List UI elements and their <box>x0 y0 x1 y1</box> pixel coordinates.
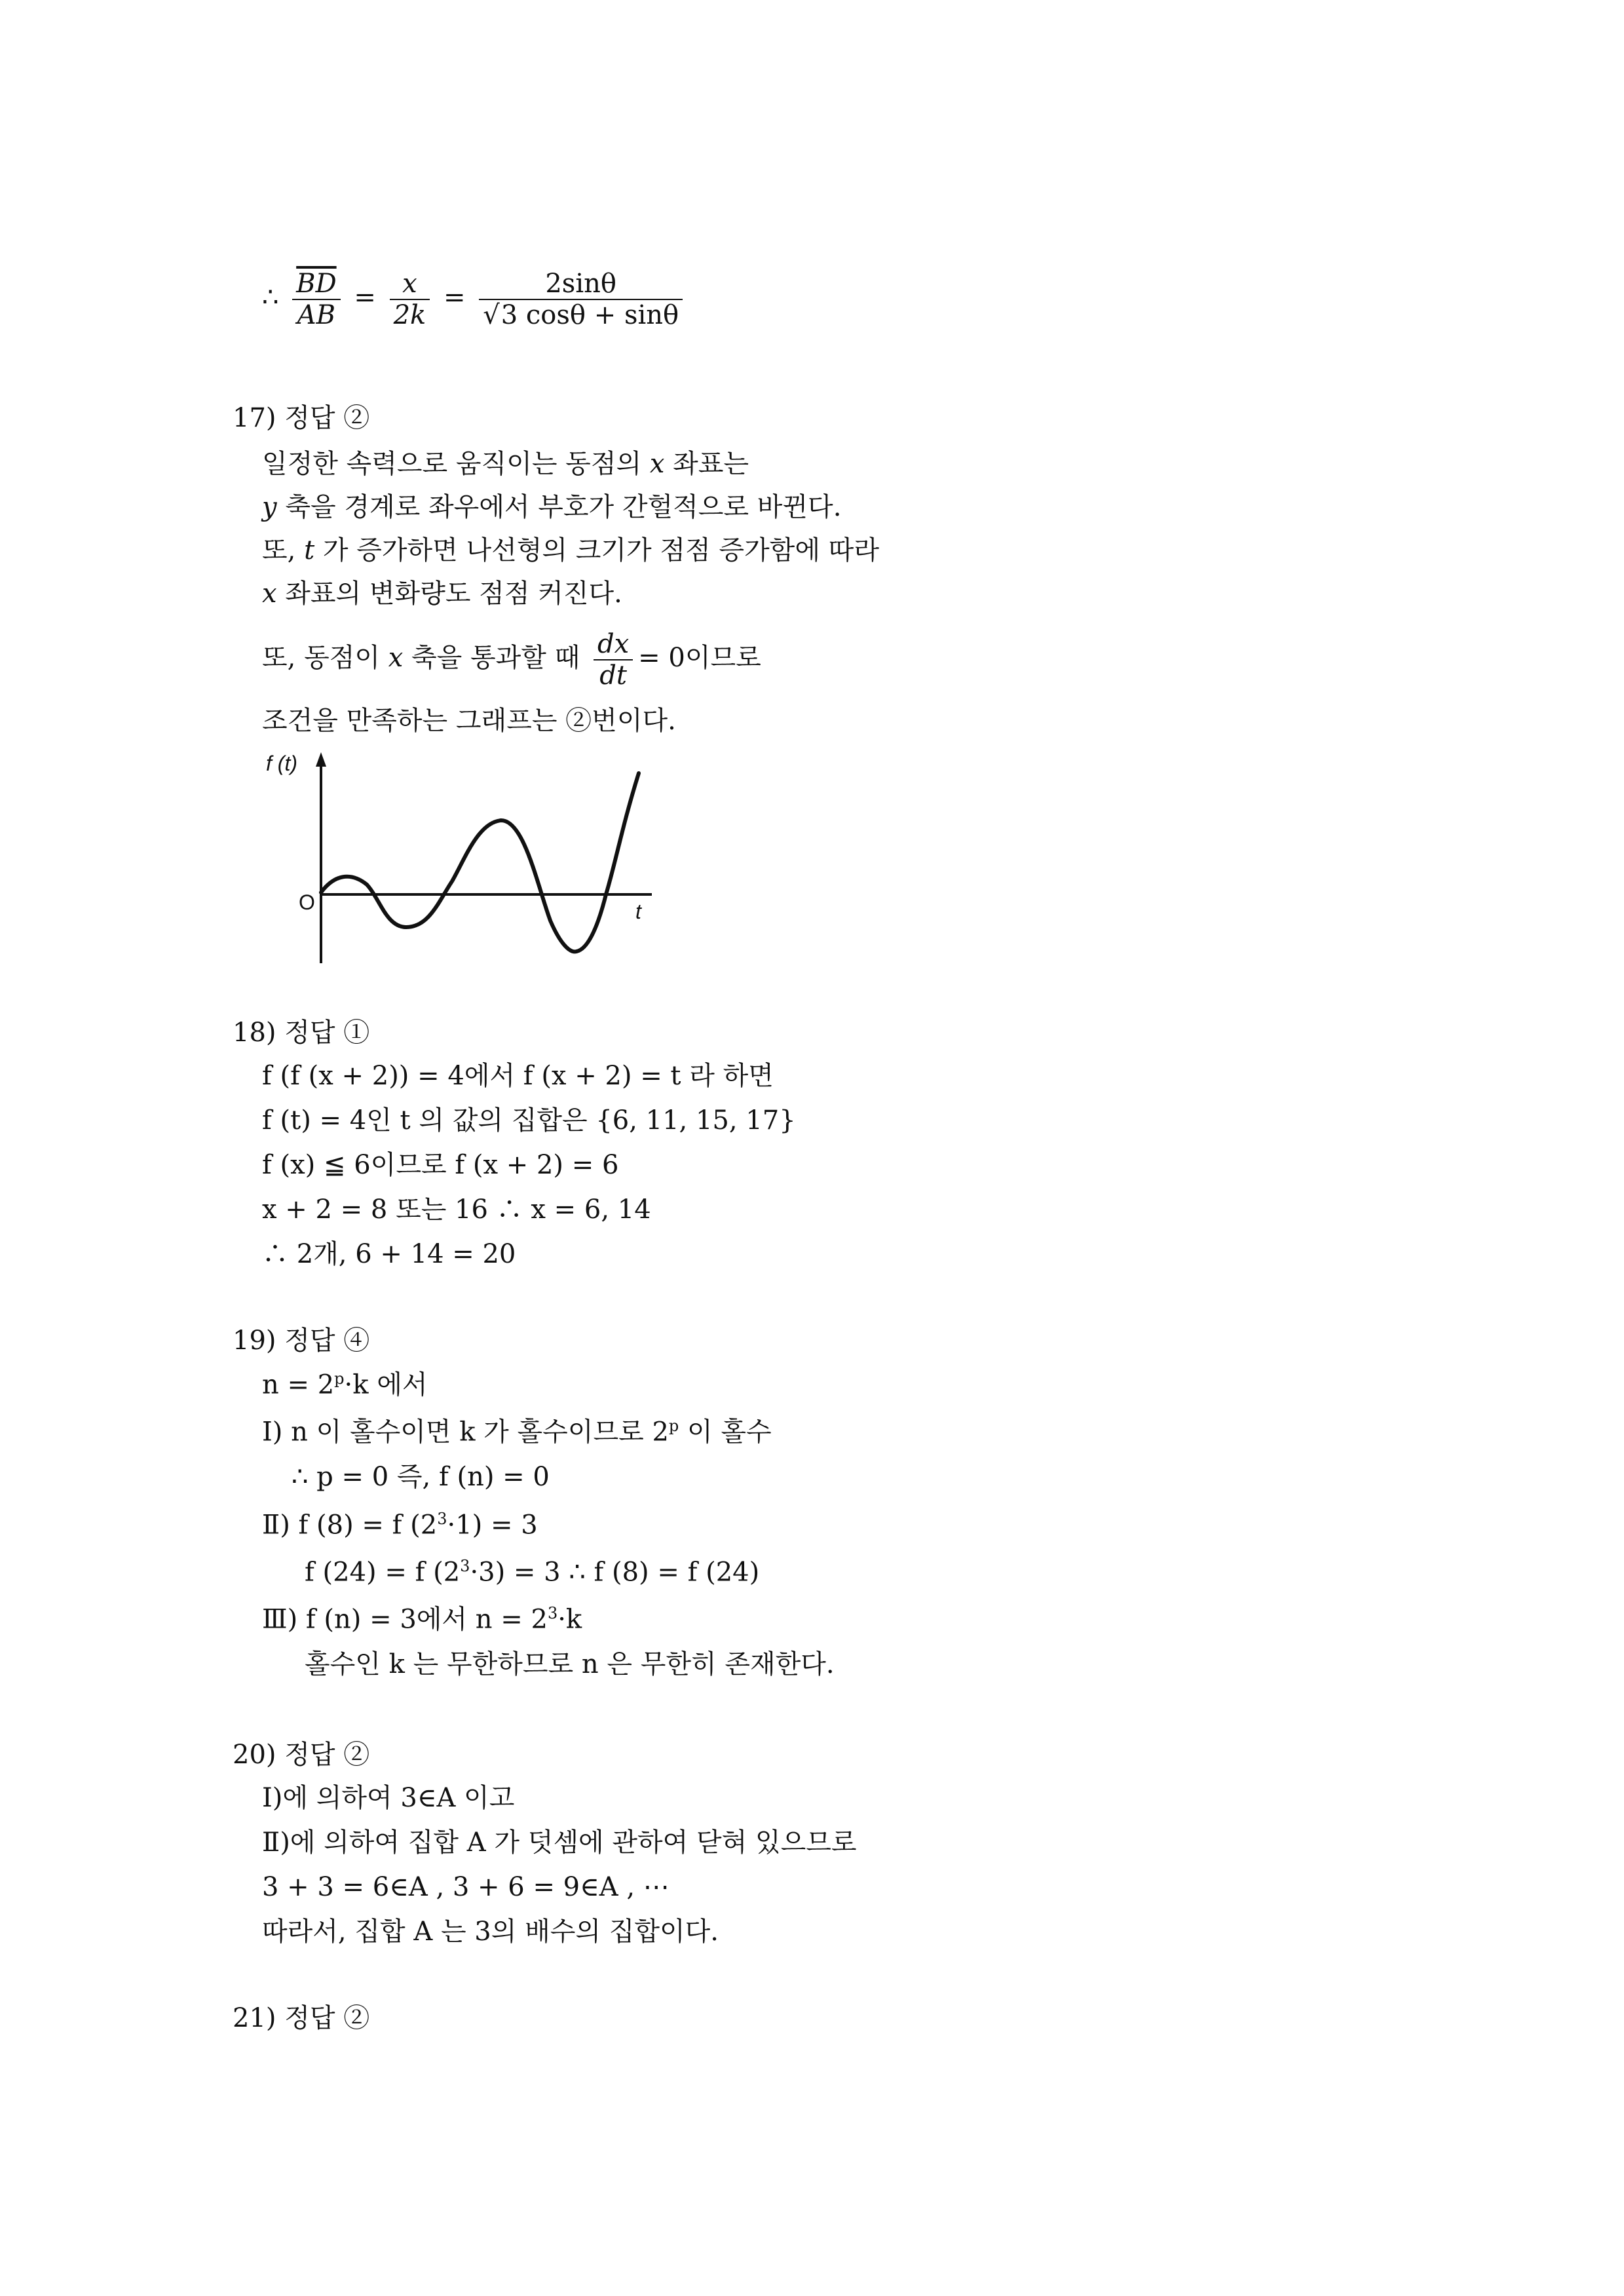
superscript: p <box>668 1417 679 1435</box>
q17-graph <box>262 747 668 970</box>
sqrt-radicand: 3 <box>500 300 518 330</box>
math-var: x <box>262 579 277 609</box>
fraction-bd-ab <box>292 269 340 330</box>
text: 좌표는 <box>664 449 749 479</box>
sqrt-sign: √ <box>483 300 500 330</box>
curve-ft <box>321 773 639 951</box>
text: 가 증가하면 나선형의 크기가 점점 증가함에 따라 <box>314 535 879 565</box>
y-axis-arrow <box>316 752 326 767</box>
q17-line3 <box>262 537 879 564</box>
text: Ⅱ) f (8) = f (2 <box>262 1510 438 1540</box>
fraction-numerator: 2sinθ <box>479 269 683 300</box>
text: 축을 통과할 때 <box>403 643 588 673</box>
q20-header: 20) 정답 ② <box>233 1740 370 1770</box>
equals-sign: = <box>354 282 376 313</box>
formula-top <box>262 269 688 330</box>
q19-line6 <box>262 1604 582 1635</box>
text: 이 홀수 <box>679 1417 772 1447</box>
superscript: 3 <box>460 1557 470 1575</box>
text: 축을 경계로 좌우에서 부호가 간헐적으로 바뀐다. <box>276 492 842 522</box>
fraction-denominator <box>479 300 683 330</box>
q19-header: 19) 정답 ④ <box>233 1326 370 1356</box>
text: 좌표의 변화량도 점점 커진다. <box>276 579 622 609</box>
fraction-denominator: 2k <box>393 300 426 330</box>
q17-line1 <box>262 451 749 477</box>
text: 일정한 속력으로 움직이는 동점의 <box>262 449 650 479</box>
math-var: t <box>304 535 315 565</box>
q21-header: 21) 정답 ② <box>233 2003 370 2033</box>
q20-line4: 따라서, 집합 A 는 3의 배수의 집합이다. <box>262 1917 719 1947</box>
fraction-dx-dt <box>594 629 633 691</box>
q20-line1: Ⅰ)에 의하여 3∈A 이고 <box>262 1783 515 1813</box>
q19-line3: ∴ p = 0 즉, f (n) = 0 <box>292 1462 550 1492</box>
text: n = 2 <box>262 1369 335 1400</box>
graph-xlabel: t <box>635 900 641 923</box>
q18-line5: ∴ 2개, 6 + 14 = 20 <box>262 1239 516 1269</box>
q19-line5 <box>305 1557 760 1588</box>
q18-line2: f (t) = 4인 t 의 값의 집합은 {6, 11, 15, 17} <box>262 1105 796 1136</box>
text: f (24) = f (2 <box>305 1557 461 1588</box>
superscript: 3 <box>547 1604 558 1622</box>
denominator-rest: cosθ + sinθ <box>518 300 679 330</box>
text: ·k 에서 <box>344 1369 428 1400</box>
text: 또, 동점이 <box>262 643 388 673</box>
text: Ⅲ) f (n) = 3에서 n = 2 <box>262 1604 548 1635</box>
q19-line2 <box>262 1418 772 1445</box>
q18-line1: f (f (x + 2)) = 4에서 f (x + 2) = t 라 하면 <box>262 1061 774 1091</box>
fraction-denominator: dt <box>599 660 627 691</box>
fraction-x-2k <box>390 269 430 330</box>
math-var: x <box>388 643 404 673</box>
q17-header: 17) 정답 ② <box>233 403 370 433</box>
fraction-numerator: dx <box>594 629 633 660</box>
text: ·1) = 3 <box>447 1510 538 1540</box>
text: ·k <box>557 1604 582 1635</box>
math-var: x <box>649 449 665 479</box>
q17-line2 <box>262 494 841 520</box>
q20-line3: 3 + 3 = 6∈A , 3 + 6 = 9∈A , ⋯ <box>262 1872 670 1902</box>
therefore-symbol: ∴ <box>262 282 279 313</box>
fraction-sin-over-cos <box>479 269 683 330</box>
superscript: p <box>334 1369 345 1388</box>
text: = 0이므로 <box>638 643 761 673</box>
fraction-denominator: AB <box>297 300 336 330</box>
q17-line5 <box>262 629 761 691</box>
q19-line1 <box>262 1371 427 1398</box>
q18-line4: x + 2 = 8 또는 16 ∴ x = 6, 14 <box>262 1195 651 1225</box>
text: 또, <box>262 535 305 565</box>
equals-sign: = <box>444 282 466 313</box>
fraction-numerator: x <box>390 269 430 300</box>
fraction-numerator: $\overline{BD}$ <box>292 269 340 300</box>
graph-origin: O <box>299 890 315 914</box>
q19-line4 <box>262 1511 538 1538</box>
q17-line6: 조건을 만족하는 그래프는 ②번이다. <box>262 706 676 736</box>
q18-line3: f (x) ≦ 6이므로 f (x + 2) = 6 <box>262 1150 619 1180</box>
graph-ylabel: f (t) <box>266 752 297 775</box>
q17-line4 <box>262 581 622 607</box>
text: ·3) = 3 ∴ f (8) = f (24) <box>470 1557 760 1588</box>
q20-line2: Ⅱ)에 의하여 집합 A 가 덧셈에 관하여 닫혀 있으므로 <box>262 1827 857 1858</box>
text: Ⅰ) n 이 홀수이면 k 가 홀수이므로 2 <box>262 1417 669 1447</box>
q19-line7: 홀수인 k 는 무한하므로 n 은 무한히 존재한다. <box>305 1649 835 1679</box>
q18-header: 18) 정답 ① <box>233 1018 370 1048</box>
superscript: 3 <box>437 1510 447 1528</box>
math-var: y <box>262 492 277 522</box>
